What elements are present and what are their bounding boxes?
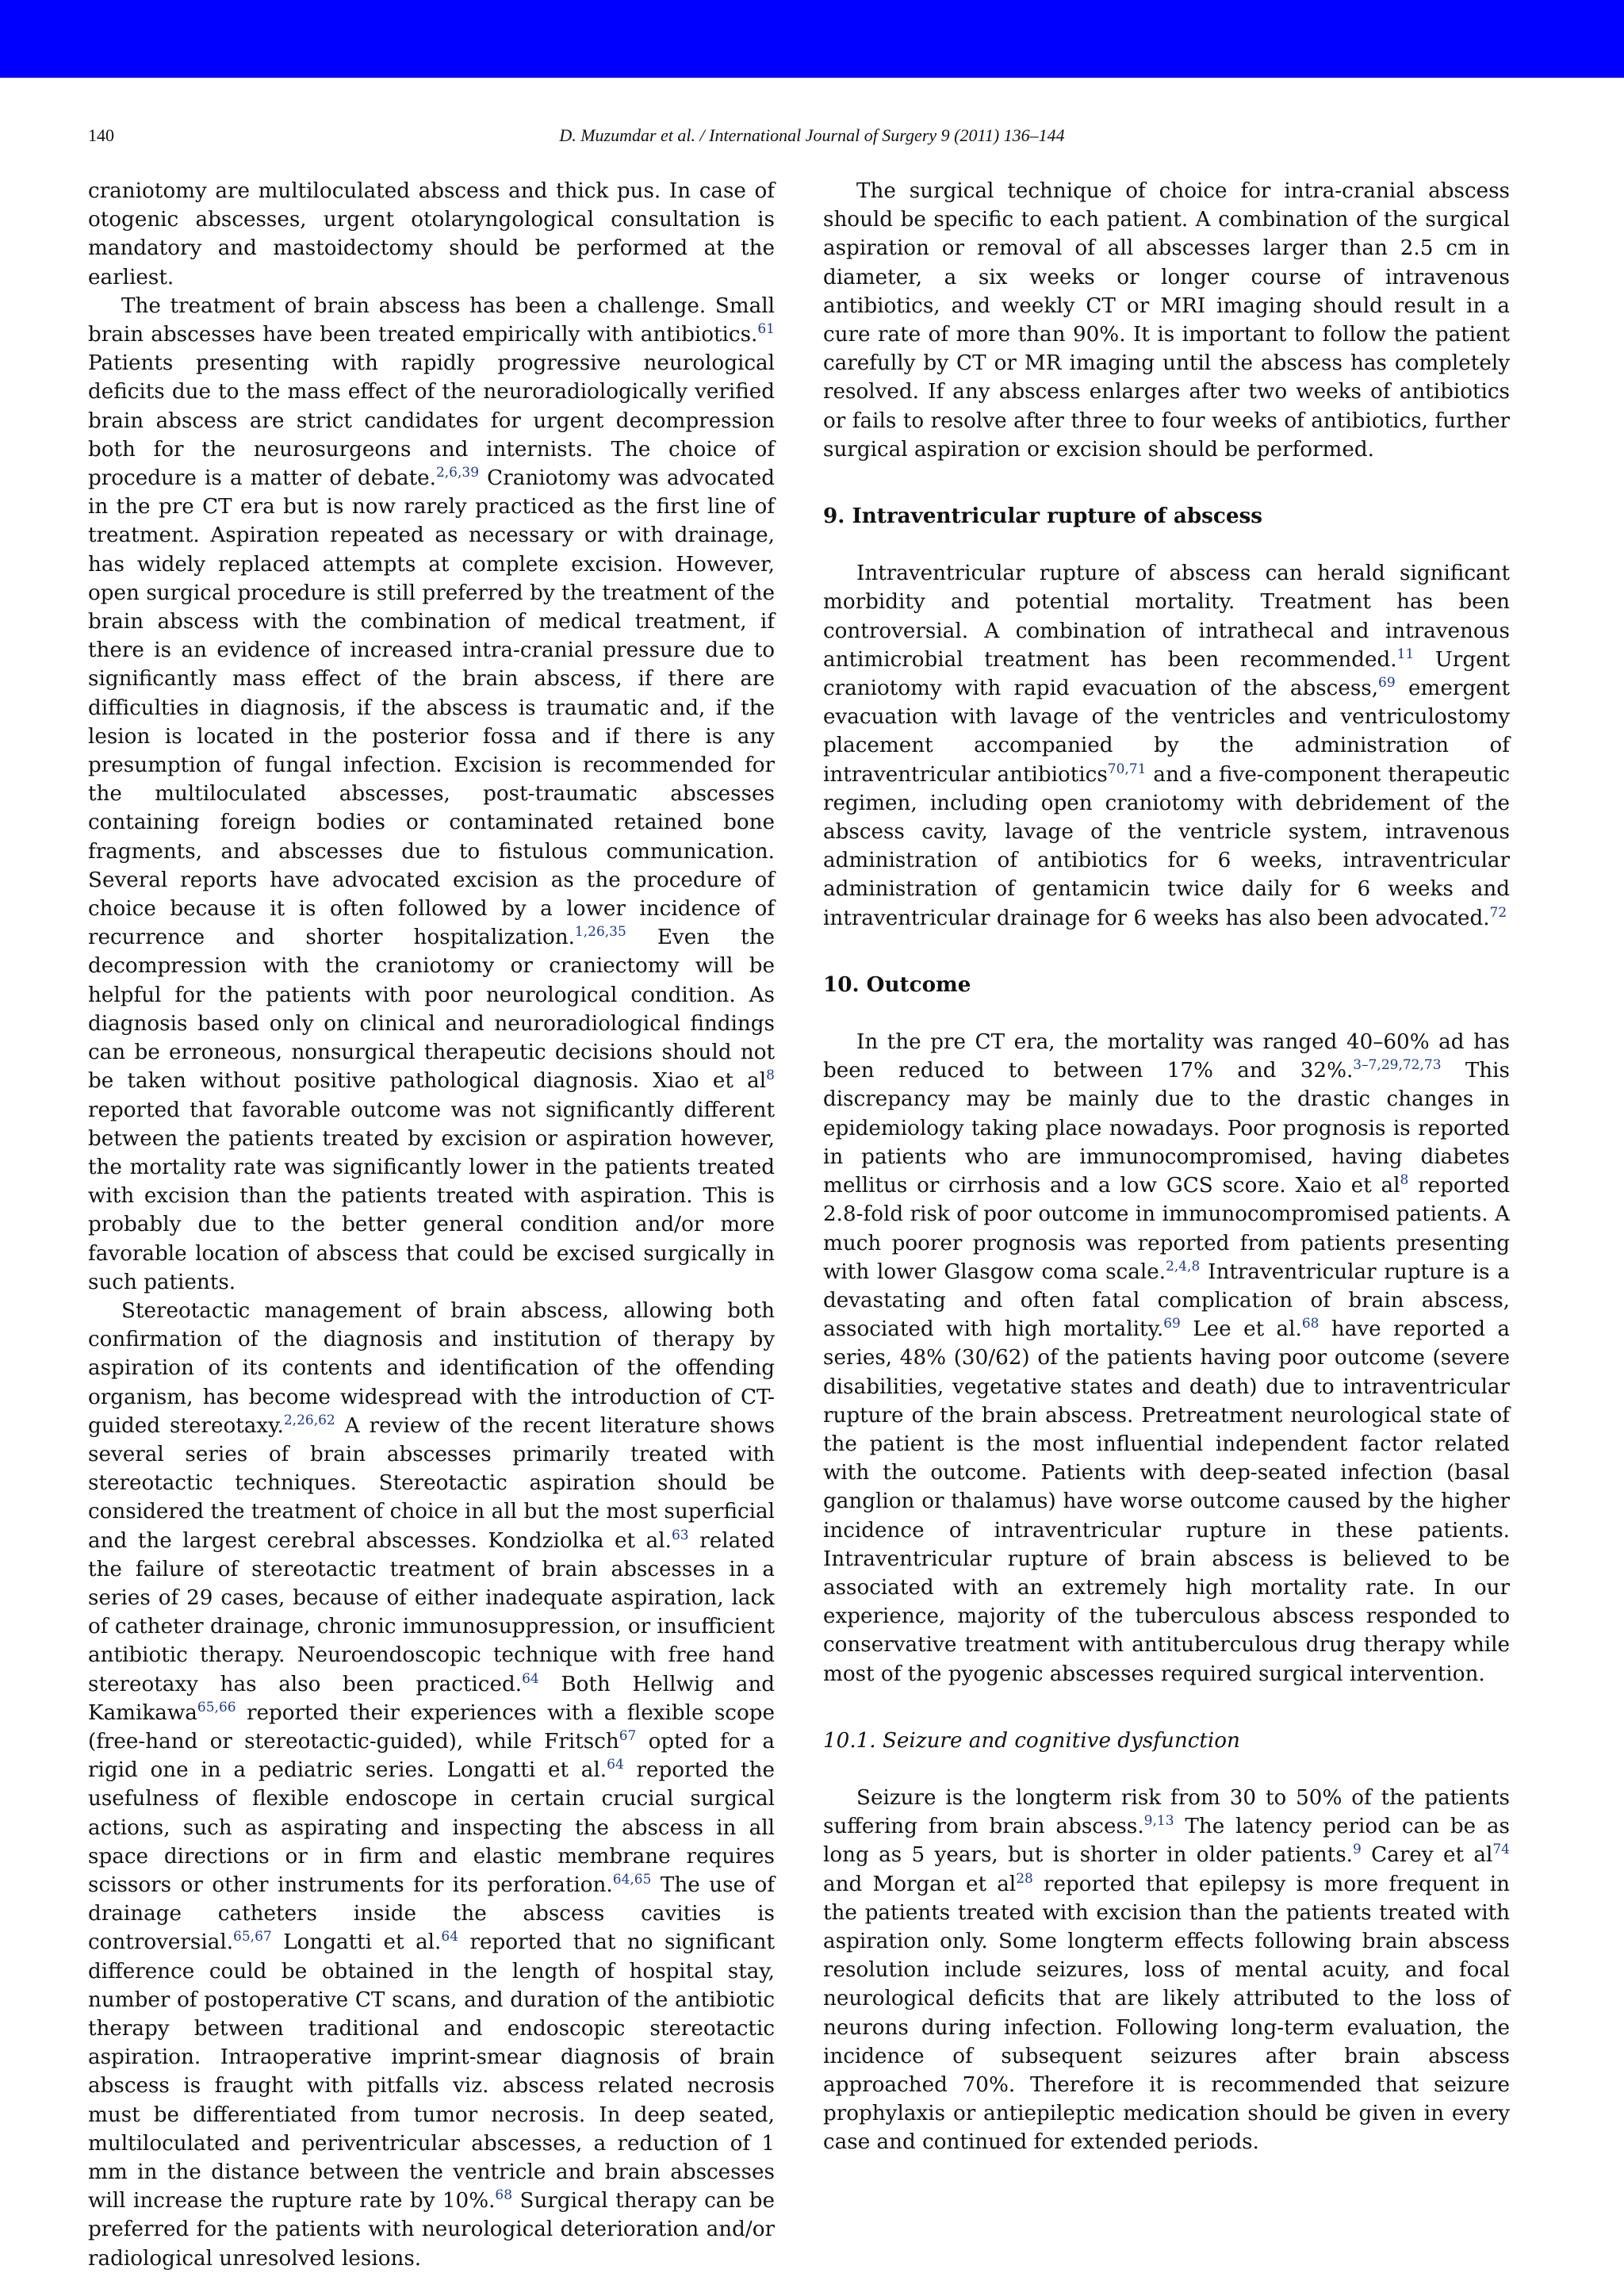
text-run: Even the decompression with the craniotomy or craniectomy will be helpful for the patients with poor neurological condition. As diagnosis based only on clinical and neuroradiological findings can be erroneous, nonsurgical therapeutic decisions should not be taken without positive pathological diagnosis. Xiao et al	[88, 926, 775, 1094]
left-column	[88, 177, 775, 2273]
section-heading-10: 10. Outcome	[823, 972, 971, 997]
paragraph	[88, 1297, 775, 2273]
citation-ref[interactable]: 65,67	[233, 1929, 272, 1945]
citation-ref[interactable]: 2,6,39	[435, 465, 480, 481]
text-run: Both Hellwig and Kamikawa	[88, 1672, 775, 1725]
text-run: and a five-component therapeutic regimen, including open craniotomy with debridement of the abscess cavity, lavage of the ventricle system, intravenous administration of antibiotics for 6 weeks, intraventricular administration of gentamicin twice daily for 6 weeks and intraventricular drainage for 6 weeks has also been advocated.	[823, 762, 1510, 930]
citation-ref[interactable]: 68	[495, 2187, 513, 2204]
right-column	[823, 177, 1510, 2157]
citation-ref[interactable]: 11	[1396, 646, 1415, 662]
paragraph	[823, 1028, 1510, 1688]
citation-ref[interactable]: 68	[1301, 1316, 1320, 1332]
text-run: Longatti et al.	[271, 1930, 442, 1955]
text-run: Urgent craniotomy with rapid evacuation of the abscess,	[823, 647, 1510, 701]
citation-ref[interactable]: 67	[619, 1727, 637, 1744]
text-run: emergent evacuation with lavage of the ventricles and ventriculostomy placement accompanied by the administration of intraventricular antibiotics	[823, 677, 1510, 787]
paragraph	[823, 1784, 1510, 2157]
citation-ref[interactable]: 74	[1492, 1842, 1510, 1858]
paragraph: The surgical technique of choice for intra-cranial abscess should be specific to each patient. A combination of the surgical aspiration or removal of all abscesses larger than 2.5 cm in diameter, a six weeks or longer course of intravenous antibiotics, and weekly CT or MRI imaging should result in a cure rate of more than 90%. It is important to follow the patient carefully by CT or MR imaging until the abscess has completely resolved. If any abscess enlarges after two weeks of antibiotics or fails to resolve after three to four weeks of antibiotics, further surgical aspiration or excision should be performed.	[823, 179, 1510, 462]
citation-ref[interactable]: 69	[1163, 1316, 1181, 1332]
text-run: Patients presenting with rapidly progressive neurological deficits due to the mass effect of the neuroradiologically verified brain abscess are strict candidates for urgent decompression both for the neurosurgeons and internists. The choice of procedure is a matter of debate.	[88, 351, 775, 491]
page-number: 140	[88, 125, 114, 145]
citation-ref[interactable]: 69	[1378, 675, 1396, 692]
citation-ref[interactable]: 8	[1400, 1172, 1409, 1189]
text-run: Surgical therapy can be preferred for the patients with neurological deterioration and/or radiological unresolved lesions.	[88, 2189, 775, 2271]
text-run: Lee et al.	[1180, 1317, 1302, 1342]
citation-ref[interactable]: 28	[1016, 1870, 1033, 1887]
citation-ref[interactable]: 2,26,62	[283, 1412, 335, 1428]
citation-ref[interactable]: 2,4,8	[1166, 1258, 1201, 1274]
text-run: reported the usefulness of flexible endoscope in certain crucial surgical actions, such as aspirating and inspecting the abscess in all space directions or in firm and elastic membrane requires scissors or other instruments for its perforation.	[88, 1758, 776, 1897]
citation-ref[interactable]: 70,71	[1107, 761, 1147, 777]
paragraph: craniotomy are multiloculated abscess and thick pus. In case of otogenic abscesses, urgent otolaryngological consultation is mandatory and mastoidectomy should be performed at the earliest.	[88, 179, 775, 289]
citation-ref[interactable]: 1,26,35	[574, 924, 626, 941]
text-run: and Morgan et al	[823, 1872, 1017, 1896]
text-run: have reported a series, 48% (30/62) of the patients having poor outcome (severe disabilities, vegetative states and death) due to intraventricular rupture of the brain abscess. Pretreatment neurological state of the patient is the most influential independent factor related with the outcome. Patients with deep-seated infection (basal ganglion or thalamus) have worse outcome caused by the higher incidence of intraventricular rupture in these patients. Intraventricular rupture of brain abscess is believed to be associated with an extremely high mortality rate. In our experience, majority of the tuberculous abscess responded to conservative treatment with antituberculous drug therapy while most of the pyogenic abscesses required surgical intervention.	[823, 1317, 1510, 1686]
top-banner	[0, 0, 1624, 78]
citation-ref[interactable]: 9,13	[1143, 1813, 1174, 1830]
paragraph	[823, 559, 1510, 933]
citation-ref[interactable]: 8	[766, 1068, 775, 1084]
text-run: reported 2.8-fold risk of poor outcome in immunocompromised patients. A much poorer prognosis was reported from patients presenting with lower Glasgow coma scale.	[823, 1174, 1510, 1284]
paragraph	[88, 292, 775, 1297]
citation-ref[interactable]: 61	[757, 321, 775, 338]
citation-ref[interactable]: 72	[1489, 904, 1507, 921]
citation-ref[interactable]: 64,65	[612, 1871, 652, 1888]
text-run: reported that favorable outcome was not significantly different between the patients treated by excision or aspiration however, the mortality rate was significantly lower in the patients treated with excision than the patients treated with aspiration. This is probably due to the better general condition and/or more favorable location of abscess that could be excised surgically in such patients.	[88, 1098, 775, 1294]
citation-ref[interactable]: 9	[1353, 1842, 1362, 1858]
text-run: opted for a rigid one in a pediatric series. Longatti et al.	[88, 1729, 775, 1783]
text-run: The treatment of brain abscess has been a challenge. Small brain abscesses have been treated empirically with antibiotics.	[88, 293, 775, 347]
text-run: reported their experiences with a flexible scope (free-hand or stereotactic-guided), while Fritsch	[88, 1700, 775, 1754]
subsection-heading-10-1: 10.1. Seizure and cognitive dysfunction	[823, 1728, 1240, 1753]
text-run: The use of drainage catheters inside the abscess cavities is controversial.	[88, 1872, 775, 1955]
text-run: Intraventricular rupture of abscess can herald significant morbidity and potential mortality. Treatment has been controversial. A combination of intrathecal and intravenous antimicrobial treatment has been recommended.	[823, 562, 1510, 672]
citation-ref[interactable]: 65,66	[197, 1699, 236, 1715]
citation-ref[interactable]: 64	[441, 1929, 459, 1945]
text-run: related the failure of stereotactic treatment of brain abscesses in a series of 29 cases, because of either inadequate aspiration, lack of catheter drainage, chronic immunosuppression, or insufficient antibiotic therapy. Neuroendoscopic technique with free hand stereotaxy has also been practiced.	[88, 1528, 775, 1696]
text-run: This discrepancy may be mainly due to the drastic changes in epidemiology taking place nowadays. Poor prognosis is reported in patients who are immunocompromised, having diabetes mellitus or cirrhosis and a low GCS score. Xaio et al	[823, 1059, 1510, 1198]
text-run: Craniotomy was advocated in the pre CT era but is now rarely practiced as the first line of treatment. Aspiration repeated as necessary or with drainage, has widely replaced attempts at complete excision. However, open surgical procedure is still preferred by the treatment of the brain abscess with the combination of medical treatment, if there is an evidence of increased intra-cranial pressure due to significantly mass effect of the brain abscess, if there are difficulties in diagnosis, if the abscess is traumatic and, if the lesion is located in the posterior fossa and if there is any presumption of fungal infection. Excision is recommended for the multiloculated abscesses, post-traumatic abscesses containing foreign bodies or contaminated retained bone fragments, and abscesses due to fistulous communication. Several reports have advocated excision as the procedure of choice because it is often followed by a lower incidence of recurrence and shorter hospitalization.	[88, 466, 775, 950]
text-run: Carey et al	[1361, 1843, 1493, 1868]
citation-ref[interactable]: 64	[522, 1670, 539, 1687]
citation-ref[interactable]: 64	[607, 1757, 624, 1773]
text-run: In the pre CT era, the mortality was ranged 40–60% ad has been reduced to between 17% and 32%.	[823, 1030, 1510, 1083]
citation-ref[interactable]: 63	[671, 1527, 689, 1543]
text-run: reported that epilepsy is more frequent in the patients treated with excision than the patients treated with aspiration only. Some longterm effects following brain abscess resolution include seizures, loss of mental acuity, and focal neurological deficits that are likely attributed to the loss of neurons during infection. Following long-term evaluation, the incidence of subsequent seizures after brain abscess approached 70%. Therefore it is recommended that seizure prophylaxis or antiepileptic medication should be given in every case and continued for extended periods.	[823, 1872, 1510, 2155]
text-run: A review of the recent literature shows several series of brain abscesses primarily treated with stereotactic techniques. Stereotactic aspiration should be considered the treatment of choice in all but the most superficial and the largest cerebral abscesses. Kondziolka et al.	[88, 1413, 776, 1553]
citation-ref[interactable]: 3–7,29,72,73	[1353, 1057, 1442, 1074]
text-run: Stereotactic management of brain abscess, allowing both confirmation of the diagnosis and institution of therapy by aspiration of its contents and identification of the offending organism, has become widespread with the introduction of CT-guided stereotaxy.	[88, 1298, 775, 1438]
text-run: reported that no significant difference could be obtained in the length of hospital stay, number of postoperative CT scans, and duration of the antibiotic therapy between traditional and endoscopic stereotactic aspiration. Intraoperative imprint-smear diagnosis of brain abscess is fraught with pitfalls viz. abscess related necrosis must be differentiated from tumor necrosis. In deep seated, multiloculated and periventricular abscesses, a reduction of 1 mm in the distance between the ventricle and brain abscesses will increase the rupture rate by 10%.	[88, 1930, 775, 2214]
running-head: D. Muzumdar et al. / International Journal of Surgery 9 (2011) 136–144	[559, 125, 1065, 145]
text-run: Seizure is the longterm risk from 30 to 50% of the patients suffering from brain abscess.	[823, 1785, 1510, 1839]
text-run: The latency period can be as long as 5 years, but is shorter in older patients.	[823, 1815, 1510, 1868]
text-run: Intraventricular rupture is a devastating and often fatal complication of brain abscess, associated with high mortality.	[823, 1259, 1510, 1342]
section-heading-9: 9. Intraventricular rupture of abscess	[823, 504, 1263, 529]
